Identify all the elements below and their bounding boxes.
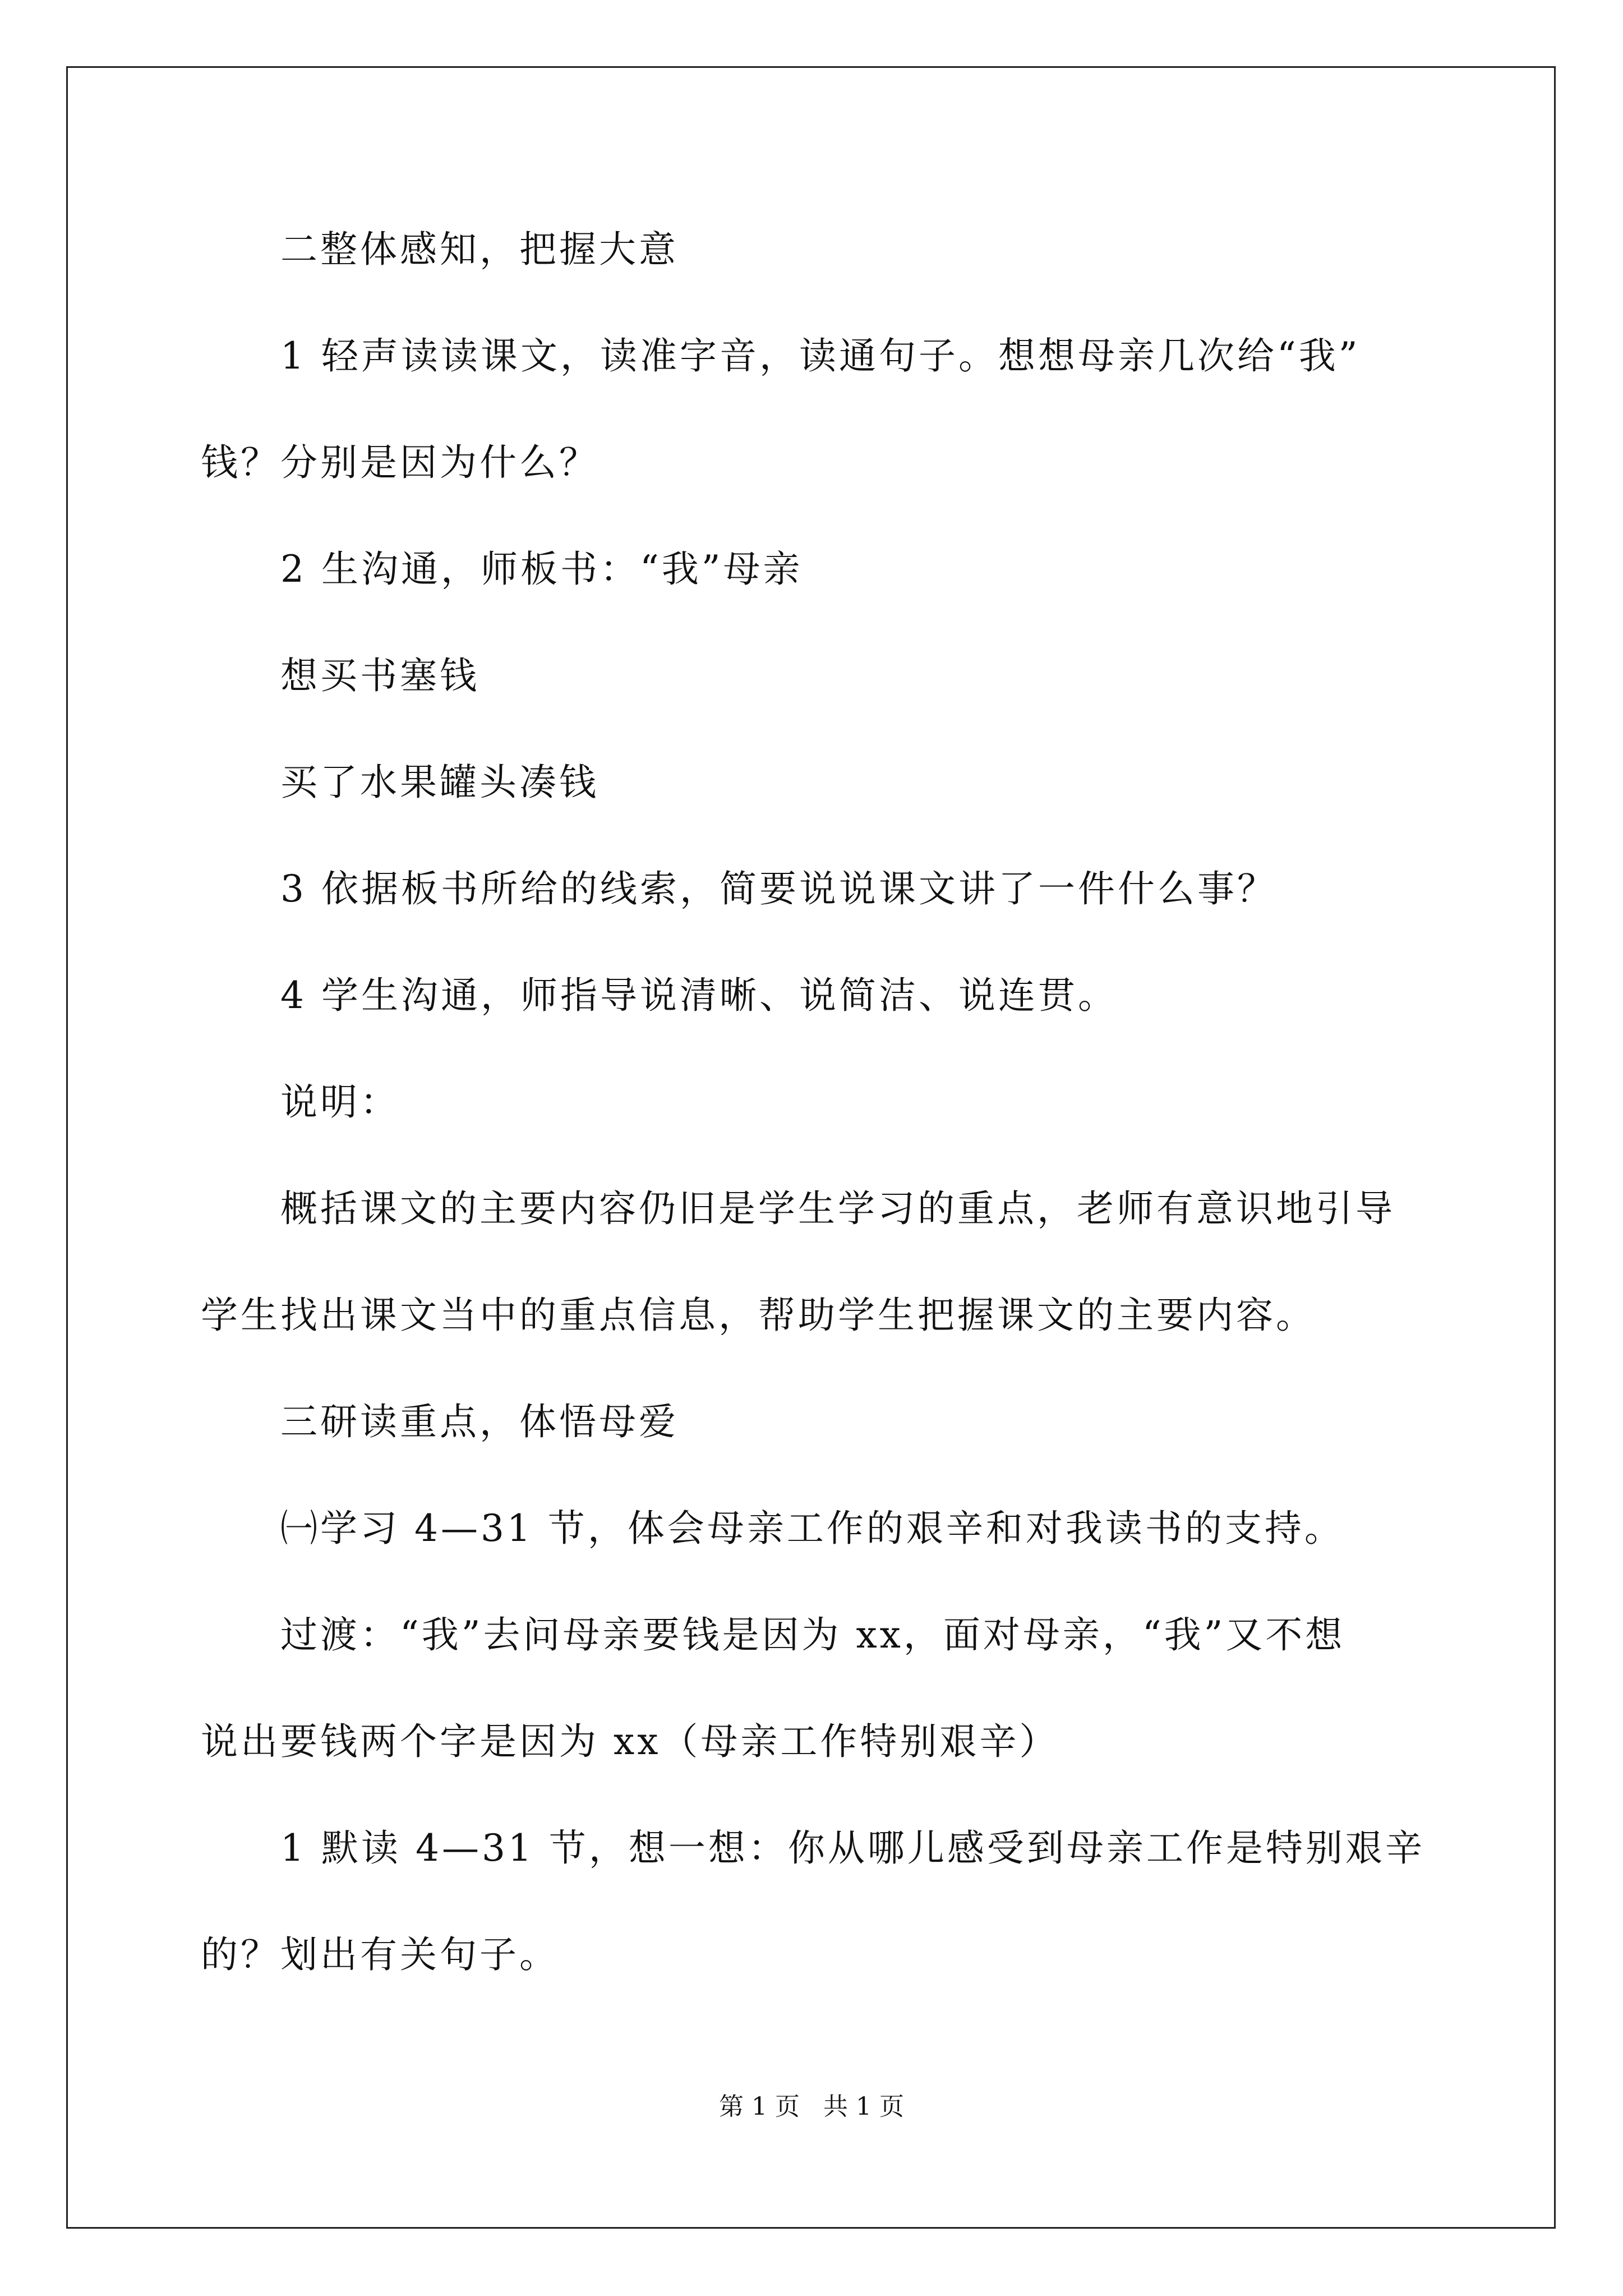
page-number-footer: 第 1 页 共 1 页	[719, 2092, 904, 2121]
paragraph-line: 2 生沟通，师板书：“我”母亲	[280, 547, 803, 591]
paragraph-line: 钱？分别是因为什么？	[201, 441, 599, 484]
section-heading-study-key-points: 三研读重点，体悟母爱	[280, 1400, 679, 1443]
section-heading-overall-perception: 二整体感知，把握大意	[280, 228, 679, 271]
paragraph-line: 说出要钱两个字是因为 xx（母亲工作特别艰辛）	[201, 1720, 1059, 1763]
paragraph-line: 过渡：“我”去问母亲要钱是因为 xx，面对母亲，“我”又不想	[280, 1613, 1345, 1657]
paragraph-line: 学生找出课文当中的重点信息，帮助学生把握课文的主要内容。	[201, 1294, 1316, 1337]
paragraph-line: ㈠学习 4—31 节，体会母亲工作的艰辛和对我读书的支持。	[280, 1507, 1344, 1550]
page-border	[66, 66, 1556, 2229]
paragraph-line: 1 默读 4—31 节，想一想：你从哪儿感受到母亲工作是特别艰辛	[280, 1826, 1425, 1870]
paragraph-line: 概括课文的主要内容仍旧是学生学习的重点，老师有意识地引导	[280, 1187, 1395, 1230]
paragraph-line: 4 学生沟通，师指导说清晰、说简洁、说连贯。	[280, 974, 1118, 1017]
paragraph-line: 想买书塞钱	[280, 654, 479, 697]
paragraph-line: 1 轻声读读课文，读准字音，读通句子。想想母亲几次给“我”	[280, 334, 1361, 378]
paragraph-line: 3 依据板书所给的线索，简要说说课文讲了一件什么事？	[280, 867, 1277, 910]
explanation-label: 说明：	[280, 1080, 400, 1124]
paragraph-line: 买了水果罐头凑钱	[280, 761, 599, 804]
paragraph-line: 的？划出有关句子。	[201, 1933, 559, 1976]
